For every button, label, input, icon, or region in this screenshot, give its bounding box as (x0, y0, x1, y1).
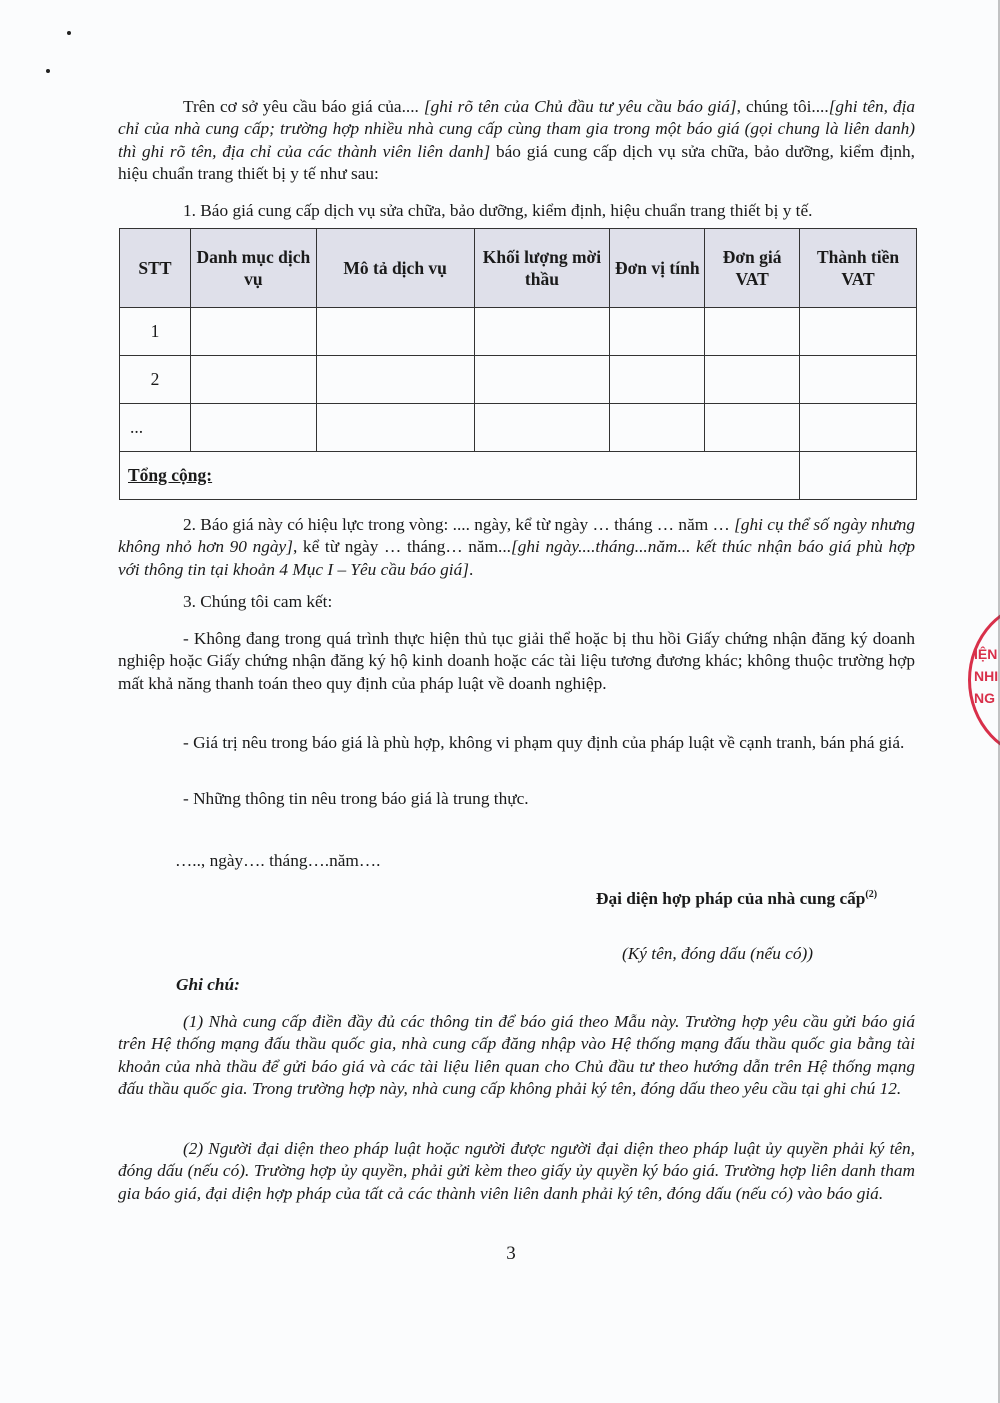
signature-note: (Ký tên, đóng dấu (nếu có)) (622, 944, 813, 963)
table-row (120, 308, 917, 356)
cell-empty (610, 404, 705, 452)
note-1: (1) Nhà cung cấp điền đầy đủ các thông tin để báo giá theo Mẫu này. Trường hợp yêu cầu gửi báo giá trên Hệ thống mạng đấu thầu quốc gia, nhà cung cấp đăng nhập vào Hệ thống mạng đấu thầu quốc gia bằng tài khoản của nhà thầu để gửi báo giá và các tài liệu liên quan cho Chủ đầu tư theo hướng dẫn trên Hệ thống mạng đấu thầu quốc gia. Trong trường hợp này, nhà cung cấp không phải ký tên, đóng dấu theo yêu cầu tại ghi chú 12. (118, 1012, 915, 1098)
cell-empty (190, 356, 316, 404)
cell-empty (474, 404, 610, 452)
cell-empty (190, 404, 316, 452)
cell-empty (610, 356, 705, 404)
intro-placeholder-investor: [ghi rõ tên của Chủ đầu tư yêu cầu báo giá] (423, 97, 737, 116)
signature-title (596, 889, 877, 909)
intro-text: báo giá cung cấp dịch vụ sửa chữa, bảo dưỡng, kiểm định, hiệu chuẩn trang thiết bị y tế như sau: (118, 141, 916, 183)
cell-empty (316, 404, 474, 452)
intro-paragraph (118, 96, 915, 185)
commitment-2: - Giá trị nêu trong báo giá là phù hợp, không vi phạm quy định của pháp luật về cạnh tranh, bán phá giá. (183, 733, 905, 752)
scan-speck (67, 31, 71, 35)
cell-empty (705, 404, 800, 452)
cell-stt: 2 (120, 356, 191, 404)
header-total-price: Thành tiền VAT (800, 229, 917, 308)
cell-empty (474, 356, 610, 404)
item-2-text: . (468, 559, 474, 579)
header-quantity: Khối lượng mời thầu (474, 229, 610, 308)
cell-stt: ... (120, 404, 191, 452)
header-unit: Đơn vị tính (610, 229, 705, 308)
header-service-category: Danh mục dịch vụ (190, 229, 316, 308)
note-2: (2) Người đại diện theo pháp luật hoặc người được người đại diện theo pháp luật ủy quyền phải ký tên, đóng dấu (nếu có). Trường hợp ủy quyền, phải gửi kèm theo giấy ủy quyền ký báo giá. Trường hợp liên danh tham gia báo giá, đại diện hợp pháp của tất cả các thành viên liên danh phải ký tên, đóng dấu (nếu có) vào báo giá. (118, 1139, 915, 1203)
stamp-text: NG (974, 690, 995, 706)
item-2-placeholder: [ghi cụ thể số ngày nhưng không nhỏ hơn 90 ngày] (118, 515, 916, 557)
table-row (120, 404, 917, 452)
total-label: Tổng cộng: (120, 452, 800, 500)
date-line: ….., ngày…. tháng….năm…. (175, 851, 381, 870)
item-3-title: 3. Chúng tôi cam kết: (183, 592, 333, 611)
stamp-text: IỆN (974, 646, 998, 662)
commitment-1: - Không đang trong quá trình thực hiện thủ tục giải thể hoặc bị thu hồi Giấy chứng nhận đăng ký doanh nghiệp hoặc Giấy chứng nhận đăng ký hộ kinh doanh hoặc các tài liệu tương đương khác; không thuộc trường hợp mất khả năng thanh toán theo quy định của pháp luật về doanh nghiệp. (118, 629, 915, 693)
item-2 (118, 514, 915, 581)
cell-stt: 1 (120, 308, 191, 356)
header-unit-price: Đơn giá VAT (705, 229, 800, 308)
header-service-description: Mô tả dịch vụ (316, 229, 474, 308)
cell-empty (610, 308, 705, 356)
table-header-row (120, 229, 917, 308)
cell-empty (316, 308, 474, 356)
intro-placeholder-supplier: [ghi tên, địa chỉ của nhà cung cấp; trường hợp nhiều nhà cung cấp cùng tham gia trong một báo giá (gọi chung là liên danh) thì ghi rõ tên, địa chỉ của các thành viên liên danh] (118, 97, 916, 161)
notes-heading: Ghi chú: (176, 975, 240, 994)
quote-table (119, 228, 917, 500)
cell-empty (190, 308, 316, 356)
table-row (120, 356, 917, 404)
red-stamp-fragment (968, 600, 1000, 760)
cell-empty (705, 356, 800, 404)
item-2-text: , kể từ ngày … tháng… năm... (292, 537, 511, 557)
cell-empty (474, 308, 610, 356)
cell-empty (316, 356, 474, 404)
intro-text: , chúng tôi.... (736, 97, 829, 116)
item-2-text: 2. Báo giá này có hiệu lực trong vòng: .... ngày, kể từ ngày … tháng … năm … (183, 515, 735, 534)
header-stt: STT (120, 229, 191, 308)
cell-empty (800, 356, 917, 404)
total-value-cell (800, 452, 917, 500)
signature-title-text: Đại diện hợp pháp của nhà cung cấp (596, 889, 866, 908)
item-1: 1. Báo giá cung cấp dịch vụ sửa chữa, bảo dưỡng, kiểm định, hiệu chuẩn trang thiết bị y tế. (183, 201, 813, 220)
cell-empty (800, 308, 917, 356)
cell-empty (800, 404, 917, 452)
cell-empty (705, 308, 800, 356)
item-2-placeholder: [ghi ngày....tháng...năm... kết thúc nhận báo giá phù hợp với thông tin tại khoản 4 Mục I – Yêu cầu báo giá] (118, 537, 915, 579)
footnote-ref: (2) (865, 889, 878, 901)
stamp-text: NHI (974, 668, 999, 684)
commitment-3: - Những thông tin nêu trong báo giá là trung thực. (183, 789, 529, 808)
page-number: 3 (506, 1243, 516, 1264)
table-total-row (120, 452, 917, 500)
intro-text: Trên cơ sở yêu cầu báo giá của.... (183, 97, 424, 116)
scan-speck (46, 69, 50, 73)
